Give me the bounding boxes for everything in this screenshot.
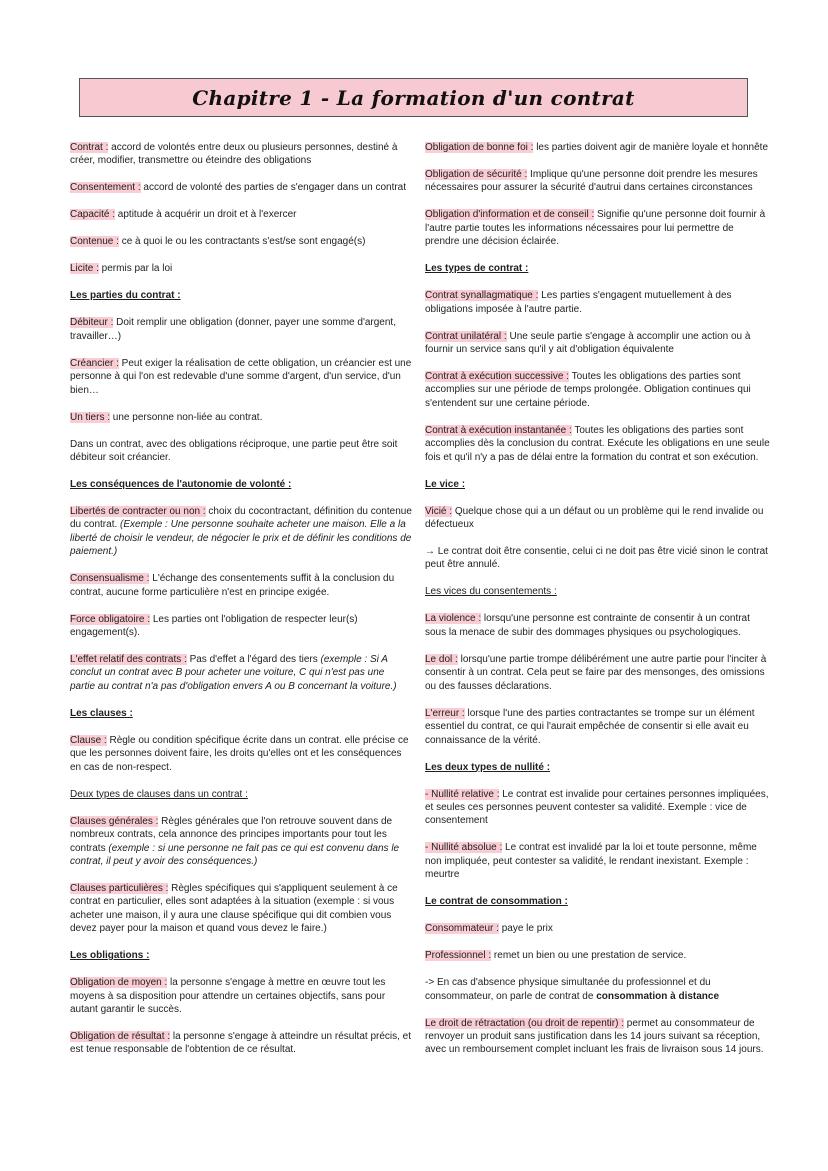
definition [70,1030,412,1057]
sub-heading [425,585,770,598]
definition-text: la personne s'engage à mettre en œuvre tout les moyens à sa disposition pour attendre un certaines objectifs, sans pour autant garantir le succès. [70,977,386,1015]
definition-text: permis par la loi [98,263,173,275]
sub-heading-text: Deux types de clauses dans un contrat : [70,788,248,800]
example-text: (exemple : si une personne ne fait pas ce qui est convenu dans le contrat, il peut y avoir des conséquences.) [70,842,400,867]
left-column [70,141,412,1070]
definition [70,976,412,1016]
definition-term: Clause : [70,734,107,746]
definition-text: Règle ou condition spécifique écrite dans un contrat. elle précise ce que les personnes doivent faire, les droits qu'elles ont et les conséquences en cas de non-respect. [70,734,409,773]
definition [425,505,770,532]
definition-text: Le contrat est invalidé par la loi et toute personne, même non impliquée, peut contester sa validité, le rendant inexistant. Exemple : meurtre [425,842,757,881]
section-heading-text: Le contrat de consommation : [425,896,568,908]
definition [425,208,770,248]
section-heading-text: Les deux types de nullité : [425,761,551,773]
definition-term: Obligation de bonne foi : [425,142,534,153]
definition-text: accord de volontés entre deux ou plusieurs personnes, destiné à créer, modifier, transmettre ou éteindre des obligations [70,142,398,167]
definition-term: Licite : [70,263,99,275]
definition [70,181,412,194]
definition [425,922,770,935]
section-heading [70,707,412,720]
definition [425,168,770,195]
right-column [425,141,770,1070]
definition-text: accord de volonté des parties de s'engager dans un contrat [140,182,407,194]
definition-text: Toutes les obligations des parties sont accomplies sur une période de temps prolongée. Obligation continues qui s'entendent sur une certaine période. [425,371,751,409]
definition-text: Les parties ont l'obligation de respecter leur(s) engagement(s). [70,613,358,639]
definition-text: Les parties s'engagent mutuellement à des obligations imposée à l'autre partie. [425,290,732,315]
definition-term: - Nullité relative : [425,788,500,800]
definition-term: Obligation de moyen : [70,977,168,989]
definition-term: Contenue : [70,236,119,248]
definition-term: Capacité : [70,209,116,221]
definition-term: La violence : [425,613,482,625]
example-text: (exemple : Si A conclut un contrat avec B pour acheter une voiture, C qui n'est pas une partie au contrat n'a pas d'obligation envers A ou B concernant la voiture.) [70,654,397,692]
definition [70,141,412,168]
section-heading [70,478,412,491]
definition [425,949,770,962]
definition-text: Règles spécifiques qui s'appliquent seulement à ce contrat en particulier, elles sont adaptées à la situation (exemple : si vous acheter une maison, il y aura une clause spécifique qui dit combien vous devez payer pour la maison et quand vous devez le faire.) [70,882,398,935]
definition-term: Clauses particulières : [70,882,169,894]
definition-text: les parties doivent agir de manière loyale et honnête [533,142,769,153]
definition-term: Consensualisme : [70,573,150,585]
definition [70,734,412,774]
definition-text: Dans un contrat, avec des obligations réciproque, une partie peut être soit débiteur soit créancier. [70,438,398,464]
definition-text: lorsqu'une partie trompe délibérément une autre partie pour l'inciter à consentir à un contrat. Cela peut se faire par des mensonges, des omissions ou des fausses déclarations. [425,653,767,692]
definition-text: L'échange des consentements suffit à la conclusion du contrat, aucune forme particulière n'est en principe exigée. [70,573,395,598]
definition-term: Obligation d'information et de conseil : [425,209,595,221]
definition-term: Clauses générales : [70,815,159,827]
definition-term: Professionnel : [425,950,492,962]
definition-text: Une seule partie s'engage à accomplir une action ou à fournir un service sans qu'il y ait d'obligation équivalente [425,330,751,356]
chapter-title: Chapitre 1 - La formation d'un contrat [192,85,635,110]
sub-heading [70,788,412,801]
definition [425,289,770,316]
definition-term: Débiteur : [70,317,114,329]
definition-text: choix du cocontractant, définition du contenue du contrat. [70,506,412,531]
definition-term: Contrat à exécution instantanée : [425,424,572,436]
definition-term: L'effet relatif des contrats : [70,654,187,666]
paragraph [70,438,412,465]
definition [425,370,770,410]
paragraph [425,976,770,1003]
chapter-title-box [79,78,748,117]
definition [70,316,412,343]
definition [70,262,412,275]
definition-term: Libertés de contracter ou non : [70,506,206,518]
definition-term: Force obligatoire : [70,613,151,625]
definition [425,424,770,464]
definition [70,235,412,248]
section-heading-text: Les obligations : [70,950,150,962]
definition-text: Règles générales que l'on retrouve souvent dans de nombreux contrats, cela annonce des principes importants pour tout les contrats [70,815,393,854]
definition-text: Quelque chose qui a un défaut ou un problème qui le rend invalide ou défectueux [425,505,764,531]
definition [425,788,770,828]
definition-text: -> En cas d'absence physique simultanée du professionnel et du consommateur, on parle de contrat de [425,977,711,1002]
section-heading-text: Les conséquences de l'autonomie de volonté : [70,479,292,491]
definition-text: une personne non-liée au contrat. [110,411,263,423]
definition-text: permet au consommateur de renvoyer un produit sans justification dans les 14 jours suivant sa réception, avec un remboursement complet incluant les frais de livraison sous 14 jours. [425,1017,764,1056]
definition-term: Le droit de rétractation (ou droit de repentir) : [425,1017,624,1029]
definition-text: paye le prix [498,923,553,935]
definition [425,841,770,881]
definition [70,815,412,869]
paragraph [425,545,770,572]
definition [425,1017,770,1057]
definition-text: remet un bien ou une prestation de service. [491,950,687,962]
definition-text: Le contrat est invalide pour certaines personnes impliquées, et seules ces personnes peuvent contester sa validité. Exemple : vice de consentement [425,788,769,827]
definition [425,612,770,639]
definition [425,653,770,693]
section-heading-text: Les parties du contrat : [70,290,181,302]
definition-text: Peut exiger la réalisation de cette obligation, un créancier est une personne à qui l'on est redevable d'une somme d'argent, d'un service, d'un bien… [70,357,412,396]
definition-term: Obligation de sécurité : [425,169,528,180]
definition-text: Implique qu'une personne doit prendre les mesures nécessaires pour assurer la sécurité d'autrui dans certaines circonstances [425,169,758,194]
definition-term: Contrat unilatéral : [425,330,507,342]
section-heading [425,262,770,275]
sub-heading-text: Les vices du consentements : [425,586,557,598]
emphasis-text: consommation à distance [596,990,720,1002]
definition-term: Le dol : [425,653,458,665]
definition-term: Contrat à exécution successive : [425,371,569,383]
example-text: (Exemple : Une personne souhaite acheter une maison. Elle a la liberté de choisir le vendeur, de négocier le prix et de définir les conditions de paiement.) [70,519,412,558]
definition-text: lorsque l'une des parties contractantes se trompe sur un élément essentiel du contrat, ce qui l'aurait empêchée de consentir si elle avait eu connaissance de la vérité. [425,707,755,746]
section-heading [425,761,770,774]
definition-term: Vicié : [425,505,453,517]
definition-term: Contrat synallagmatique : [425,290,539,302]
definition [70,882,412,936]
definition [70,613,412,640]
definition [425,707,770,747]
definition-term: Un tiers : [70,411,111,423]
definition-term: Consommateur : [425,923,499,935]
definition-text: Signifie qu'une personne doit fournir à l'autre partie toutes les informations nécessaires pour lui permettre de prendre une décision éclairée. [425,209,766,248]
section-heading [70,289,412,302]
definition-term: - Nullité absolue : [425,842,503,854]
section-heading-text: Les clauses : [70,707,133,719]
definition-text: ce à quoi le ou les contractants s'est/se sont engagé(s) [118,236,366,248]
definition [70,208,412,221]
definition [70,572,412,599]
definition [70,411,412,424]
definition [70,357,412,397]
definition [70,653,412,693]
section-heading [70,949,412,962]
definition [425,330,770,357]
definition-text: Pas d'effet a l'égard des tiers [186,654,321,666]
definition-term: Contrat : [70,142,109,153]
definition-term: Consentement : [70,182,141,194]
definition [70,505,412,559]
section-heading-text: Les types de contrat : [425,263,529,275]
section-heading [425,895,770,908]
definition-text: Doit remplir une obligation (donner, payer une somme d'argent, travailler…) [70,317,396,342]
section-heading [425,478,770,491]
definition-text: → Le contrat doit être consentie, celui ci ne doit pas être vicié sinon le contrat peut être annulé. [425,546,768,571]
section-heading-text: Le vice : [425,478,466,490]
definition-text: lorsqu'une personne est contrainte de consentir à un contrat sous la menace de subir des dommages physiques ou psychologiques. [425,613,750,638]
definition-text: Toutes les obligations des parties sont accomplies dès la conclusion du contrat. Exécute les obligations en une seule fois et qu'il n'y a pas de délai entre la formation du contrat et son exécution. [425,424,770,463]
definition-text: aptitude à acquérir un droit et à l'exercer [115,209,297,221]
definition-term: Obligation de résultat : [70,1030,171,1042]
definition-term: Créancier : [70,357,119,369]
definition [425,141,770,154]
definition-text: la personne s'engage à atteindre un résultat précis, et est tenue responsable de l'obtention de ce résultat. [70,1030,412,1056]
definition-term: L'erreur : [425,707,465,719]
